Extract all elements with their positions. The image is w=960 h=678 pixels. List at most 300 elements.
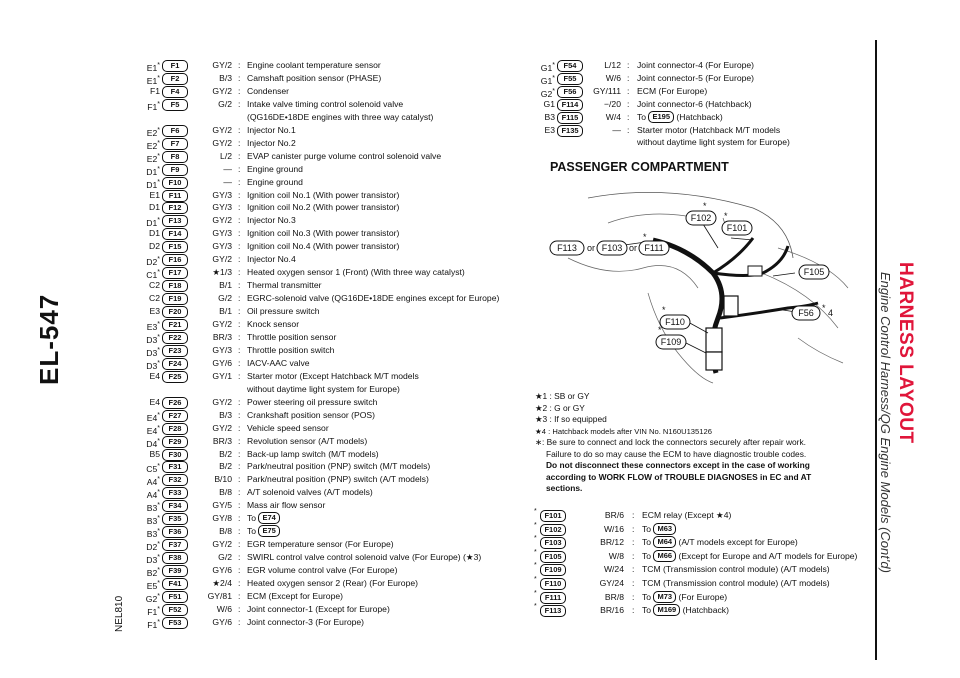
description-text: Injector No.3	[247, 215, 296, 226]
reference-connector: M169	[653, 604, 680, 616]
connector-description	[247, 150, 441, 163]
description-text: Heated oxygen sensor 2 (Rear) (For Europe)	[247, 578, 418, 588]
wire-color: GY/81	[207, 590, 232, 601]
description-text: Engine ground	[247, 163, 303, 174]
separator-colon: :	[632, 523, 635, 534]
grid-location: E4*	[146, 411, 160, 423]
grid-location: E3	[544, 124, 555, 135]
connector-badge: F135	[557, 125, 583, 137]
wire-color: BR/6	[604, 510, 624, 520]
connector-description	[247, 370, 419, 383]
separator-colon: :	[238, 189, 241, 200]
connector-description	[247, 448, 379, 461]
diagram-star-f110: *	[662, 305, 666, 315]
description-text: Injector No.1	[247, 124, 296, 135]
connector-description	[247, 603, 390, 616]
wire-color: BR/12	[600, 537, 624, 548]
connector-badge: F101	[540, 510, 566, 522]
connector-description	[642, 509, 731, 522]
description-text: To	[637, 111, 647, 122]
grid-location: G1	[543, 98, 555, 109]
grid-location: B5	[149, 448, 160, 459]
separator-colon: :	[632, 537, 635, 548]
star-mark: *	[534, 576, 537, 583]
star-mark: *	[534, 535, 537, 543]
grid-location: G2*	[145, 592, 160, 604]
grid-location: D2	[149, 241, 160, 252]
connector-badge: F113	[540, 605, 566, 617]
separator-colon: :	[632, 605, 635, 616]
connector-badge: F2	[162, 73, 188, 85]
description-text: EVAP canister purge volume control solenoid valve	[247, 150, 442, 161]
connector-description	[247, 137, 296, 150]
connector-description	[637, 111, 723, 124]
star-mark: *	[552, 87, 555, 95]
star-mark: *	[157, 256, 160, 264]
connector-description	[642, 577, 830, 590]
connector-badge: F8	[162, 151, 188, 163]
star-mark: *	[157, 178, 160, 186]
connector-badge: F15	[162, 241, 188, 253]
connector-description	[247, 460, 430, 473]
grid-location: F1*	[147, 605, 160, 617]
diagram-label-f56: F56	[798, 308, 814, 318]
connector-description	[247, 525, 280, 538]
description-text: Thermal transmitter	[247, 280, 322, 291]
wire-color: W/6	[605, 72, 621, 83]
connector-description	[247, 512, 280, 525]
description-text: Starter motor (Except Hatchback M/T models	[247, 370, 419, 381]
grid-location: D1	[149, 228, 160, 239]
description-text: Joint connector-3 (For Europe)	[247, 616, 365, 627]
separator-colon: :	[238, 552, 241, 563]
wire-color: B/3	[219, 409, 232, 420]
star-mark: *	[157, 437, 160, 445]
description-text: Vehicle speed sensor	[247, 422, 329, 433]
connector-description	[637, 98, 752, 111]
grid-location: D3*	[146, 346, 160, 358]
connector-badge: F33	[162, 487, 188, 499]
right-connector-list	[535, 59, 865, 154]
connector-badge: F39	[162, 565, 188, 577]
separator-colon: :	[238, 344, 241, 355]
description-text: Injector No.2	[247, 137, 296, 148]
grid-location: E4	[149, 370, 160, 381]
description-text: To	[642, 523, 652, 534]
separator-colon: :	[238, 603, 241, 614]
star-mark: *	[157, 618, 160, 626]
connector-description	[642, 523, 676, 536]
wire-color: GY/5	[212, 500, 232, 511]
separator-colon: :	[632, 591, 635, 602]
connector-description	[247, 305, 320, 318]
separator-colon: :	[238, 357, 241, 368]
wire-color: B/8	[219, 487, 232, 498]
wire-color: —	[223, 176, 232, 187]
separator-colon: :	[238, 176, 241, 187]
description-text: Engine ground	[247, 176, 303, 187]
connector-badge: F11	[162, 190, 188, 202]
description-text: SWIRL control valve control solenoid valve (For Europe) (★3)	[247, 552, 482, 563]
star-mark: *	[157, 554, 160, 562]
separator-colon: :	[238, 435, 241, 446]
connector-description	[247, 590, 343, 603]
star-mark: *	[157, 321, 160, 328]
description-text: without daytime light system for Europe)	[247, 383, 400, 394]
connector-badge: F55	[557, 73, 583, 85]
wire-color: GY/8	[212, 513, 232, 524]
separator-colon: :	[632, 550, 635, 561]
wire-color: GY/3	[212, 189, 232, 200]
grid-location: A4*	[146, 476, 160, 488]
description-text: TCM (Transmission control module) (A/T models)	[642, 578, 830, 588]
star-mark: *	[157, 333, 160, 341]
connector-badge: F115	[557, 112, 583, 124]
wire-color: W/6	[216, 603, 232, 614]
connector-description	[247, 396, 377, 409]
document-code: NEL810	[114, 595, 125, 632]
star-mark: *	[157, 152, 160, 160]
grid-location: E2*	[146, 152, 160, 164]
star-mark: *	[552, 62, 555, 69]
passenger-compartment-diagram	[548, 178, 853, 388]
separator-colon: :	[238, 306, 241, 317]
reference-connector: M66	[653, 550, 676, 562]
wire-color: W/8	[608, 550, 624, 561]
grid-location: E3*	[146, 321, 160, 332]
grid-location: E2*	[146, 139, 160, 151]
connector-description	[247, 292, 499, 305]
wire-color: L/2	[220, 150, 232, 161]
connector-description	[247, 266, 465, 279]
description-text: EGR temperature sensor (For Europe)	[247, 539, 394, 550]
grid-location: D1*	[146, 178, 160, 190]
separator-colon: :	[238, 370, 241, 381]
star-mark: *	[157, 541, 160, 549]
separator-colon: :	[238, 578, 241, 588]
separator-colon: :	[632, 578, 635, 588]
separator-colon: :	[238, 98, 241, 109]
wire-color: L/12	[604, 60, 621, 70]
connector-badge: F52	[162, 604, 188, 616]
connector-description	[247, 486, 373, 499]
description-text: Crankshaft position sensor (POS)	[247, 409, 376, 420]
description-text: Ignition coil No.2 (With power transistor)	[247, 202, 400, 213]
grid-location: E4*	[146, 424, 160, 436]
connector-badge: F28	[162, 423, 188, 435]
star-mark: *	[157, 463, 160, 471]
grid-location: C5*	[146, 463, 160, 475]
connector-description	[247, 564, 397, 577]
grid-location: E1*	[146, 74, 160, 86]
wire-color: GY/111	[593, 85, 621, 96]
star-mark: *	[157, 528, 160, 536]
description-text: Park/neutral position (PNP) switch (A/T models)	[247, 474, 429, 485]
star-mark: *	[157, 605, 160, 613]
description-text: Joint connector-6 (Hatchback)	[637, 98, 752, 109]
connector-description	[642, 563, 830, 576]
wire-color: GY/2	[212, 215, 232, 226]
connector-badge: F105	[540, 551, 566, 563]
description-text: Starter motor (Hatchback M/T models	[637, 124, 781, 135]
separator-colon: :	[627, 98, 630, 109]
grid-location: B3*	[146, 502, 160, 514]
grid-location: F1	[149, 85, 160, 96]
connector-badge: F53	[162, 617, 188, 629]
reference-connector: E74	[258, 512, 279, 524]
description-text: Ignition coil No.1 (With power transistor)	[247, 189, 400, 200]
connector-description	[247, 253, 296, 266]
separator-colon: :	[238, 500, 241, 511]
wire-color: GY/3	[212, 202, 232, 213]
wire-color: ★2/4	[212, 578, 232, 588]
description-text: To	[642, 550, 652, 561]
grid-location: D4*	[146, 437, 160, 449]
separator-colon: :	[238, 85, 241, 96]
description-text: EGRC-solenoid valve (QG16DE•18DE engines except for Europe)	[247, 293, 500, 304]
separator-colon: :	[632, 564, 635, 575]
star-mark: *	[157, 359, 160, 367]
star-mark: *	[157, 411, 160, 419]
grid-location: D3*	[146, 359, 160, 371]
separator-colon: :	[627, 72, 630, 83]
diagram-star-f101: *	[724, 211, 728, 221]
description-text: Engine coolant temperature sensor	[247, 60, 381, 70]
separator-colon: :	[238, 422, 241, 433]
star-mark: *	[157, 217, 160, 225]
description-text: Camshaft position sensor (PHASE)	[247, 72, 382, 83]
separator-colon: :	[238, 409, 241, 420]
connector-badge: F38	[162, 552, 188, 564]
star-mark: *	[157, 139, 160, 147]
wire-color: GY/2	[212, 85, 232, 96]
connector-badge: F102	[540, 524, 566, 536]
grid-location: D3*	[146, 554, 160, 565]
description-text: ECM (For Europe)	[637, 85, 708, 96]
description-text: (QG16DE•18DE engines with three way catalyst)	[247, 111, 434, 122]
description-text: ECM (Except for Europe)	[247, 590, 343, 601]
side-subtitle: Engine Control Harness/QG Engine Models (Cont'd)	[878, 272, 893, 573]
diagram-label-or2: or	[629, 243, 638, 253]
wire-color: B/3	[219, 72, 232, 83]
wire-color: GY/2	[212, 60, 232, 70]
star-mark: *	[157, 515, 160, 523]
reference-connector: M63	[653, 523, 676, 535]
diagram-label-f105: F105	[803, 267, 825, 277]
connector-description	[247, 499, 325, 512]
wire-color: W/4	[605, 111, 621, 122]
description-text: IACV-AAC valve	[247, 357, 310, 368]
description-text: To	[247, 513, 257, 524]
diagram-label-f111: F111	[644, 243, 664, 253]
footnote-4: ★4 : Hatchback models after VIN No. N160U135126	[535, 426, 712, 436]
connector-description	[642, 550, 857, 563]
description-tail: (Except for Europe and A/T models for Europe)	[678, 550, 858, 561]
star-mark: *	[157, 502, 160, 510]
connector-badge: F109	[540, 564, 566, 576]
star-mark: *	[534, 603, 537, 611]
description-text: EGR volume control valve (For Europe)	[247, 565, 398, 576]
connector-badge: F18	[162, 280, 188, 292]
grid-location: B3*	[146, 515, 160, 527]
diagram-label-f102: F102	[690, 213, 712, 223]
caution-line-1: ∗: Be sure to connect and lock the connectors securely after repair work.	[535, 437, 806, 447]
connector-description	[247, 616, 364, 629]
description-text: Ignition coil No.4 (With power transistor)	[247, 241, 400, 252]
connector-badge: F56	[557, 86, 583, 98]
star-mark: *	[157, 346, 160, 354]
grid-location: F1*	[147, 618, 160, 630]
connector-badge: F37	[162, 539, 188, 551]
separator-colon: :	[238, 254, 241, 265]
wire-color: W/24	[603, 564, 624, 575]
separator-colon: :	[627, 111, 630, 122]
description-tail: (Hatchback)	[682, 605, 729, 616]
description-text: To	[247, 526, 257, 537]
wire-color: GY/3	[212, 228, 232, 239]
page-number: EL-547	[34, 293, 64, 385]
separator-colon: :	[238, 396, 241, 407]
grid-location: D1	[149, 202, 160, 213]
wire-color: B/10	[214, 474, 232, 485]
connector-badge: F19	[162, 293, 188, 305]
grid-location: G2*	[540, 87, 555, 99]
description-text: To	[642, 605, 652, 616]
passenger-compartment-title: PASSENGER COMPARTMENT	[550, 160, 729, 174]
reference-connector: M64	[653, 536, 676, 548]
grid-location: B2*	[146, 567, 160, 578]
description-text: Throttle position sensor	[247, 331, 337, 342]
description-text: Knock sensor	[247, 319, 300, 329]
description-text: Joint connector-4 (For Europe)	[637, 60, 755, 70]
side-title: HARNESS LAYOUT	[895, 262, 916, 444]
connector-badge: F110	[540, 578, 566, 590]
grid-location: D2*	[146, 256, 160, 268]
connector-description	[642, 591, 727, 604]
diagram-star-f109: *	[658, 325, 662, 335]
separator-colon: :	[627, 85, 630, 96]
left-connector-list	[140, 59, 520, 629]
separator-colon: :	[238, 319, 241, 329]
side-divider	[875, 40, 877, 660]
wire-color: GY/2	[212, 124, 232, 135]
separator-colon: :	[238, 461, 241, 472]
connector-badge: F1	[162, 60, 188, 72]
connector-description	[247, 227, 399, 240]
separator-colon: :	[238, 60, 241, 70]
separator-colon: :	[238, 202, 241, 213]
wire-color: W/16	[603, 523, 624, 534]
wire-color: GY/2	[212, 422, 232, 433]
connector-description	[637, 59, 754, 72]
wire-color: GY/2	[212, 137, 232, 148]
separator-colon: :	[238, 137, 241, 148]
connector-badge: F21	[162, 319, 188, 331]
wire-color: GY/2	[212, 396, 232, 407]
diagram-label-f101: F101	[726, 223, 748, 233]
connector-badge: F25	[162, 371, 188, 383]
grid-location: A4*	[146, 489, 160, 501]
wire-color: BR/16	[600, 605, 624, 616]
diagram-label-or1: or	[587, 243, 596, 253]
connector-badge: F26	[162, 397, 188, 409]
connector-description	[247, 538, 394, 551]
separator-colon: :	[238, 215, 241, 226]
description-text: To	[642, 537, 652, 548]
connector-description	[637, 124, 780, 137]
grid-location: D2*	[146, 541, 160, 552]
connector-description	[637, 85, 707, 98]
connector-badge: F24	[162, 358, 188, 370]
diagram-star-f56: *	[822, 303, 826, 313]
connector-description	[247, 318, 299, 331]
connector-badge: F23	[162, 345, 188, 357]
separator-colon: :	[238, 228, 241, 239]
description-tail: (A/T models except for Europe)	[678, 537, 798, 548]
star-mark: *	[534, 589, 537, 597]
connector-description	[247, 422, 329, 435]
description-text: Power steering oil pressure switch	[247, 396, 378, 407]
separator-colon: :	[238, 293, 241, 304]
description-text: Joint connector-5 (For Europe)	[637, 72, 755, 83]
caution-bold-1: Do not disconnect these connectors except in the case of working	[546, 460, 810, 470]
star-mark: *	[534, 508, 537, 515]
description-text: Intake valve timing control solenoid valve	[247, 98, 404, 109]
grid-location: E4	[149, 396, 160, 407]
wire-color: G/2	[218, 552, 232, 563]
connector-badge: F34	[162, 500, 188, 512]
connector-badge: F103	[540, 537, 566, 549]
connector-description	[247, 331, 336, 344]
connector-badge: F111	[540, 592, 566, 604]
wire-color: B/2	[219, 448, 232, 459]
separator-colon: :	[238, 487, 241, 498]
connector-description	[637, 72, 754, 85]
wire-color: GY/6	[212, 565, 232, 576]
wire-color: B/1	[219, 280, 232, 291]
diagram-label-f110: F110	[665, 317, 685, 327]
grid-location: E1	[149, 189, 160, 200]
grid-location: B3	[544, 111, 555, 122]
wire-color: GY/2	[212, 254, 232, 265]
connector-description	[247, 111, 433, 124]
connector-badge: F6	[162, 125, 188, 137]
footnote-1: ★1 : SB or GY	[535, 391, 590, 401]
wire-color: G/2	[218, 98, 232, 109]
separator-colon: :	[627, 60, 630, 70]
grid-location: C1*	[146, 269, 160, 281]
description-text: Back-up lamp switch (M/T models)	[247, 448, 379, 459]
connector-badge: F31	[162, 461, 188, 473]
description-text: without daytime light system for Europe)	[637, 137, 790, 148]
grid-location: E1*	[146, 62, 160, 73]
wire-color: GY/1	[212, 370, 232, 381]
connector-description	[247, 240, 399, 253]
connector-description	[247, 201, 399, 214]
separator-colon: :	[238, 267, 241, 278]
wire-color: G/2	[218, 293, 232, 304]
reference-connector: M73	[653, 591, 676, 603]
star-mark: *	[157, 580, 160, 587]
connector-description	[247, 59, 381, 72]
connector-description	[247, 279, 322, 292]
star-mark: *	[157, 476, 160, 484]
wire-color: —	[223, 163, 232, 174]
connector-description	[247, 98, 403, 111]
description-text: TCM (Transmission control module) (A/T models)	[642, 564, 830, 575]
footnote-3: ★3 : If so equipped	[535, 414, 607, 424]
connector-badge: F51	[162, 591, 188, 603]
